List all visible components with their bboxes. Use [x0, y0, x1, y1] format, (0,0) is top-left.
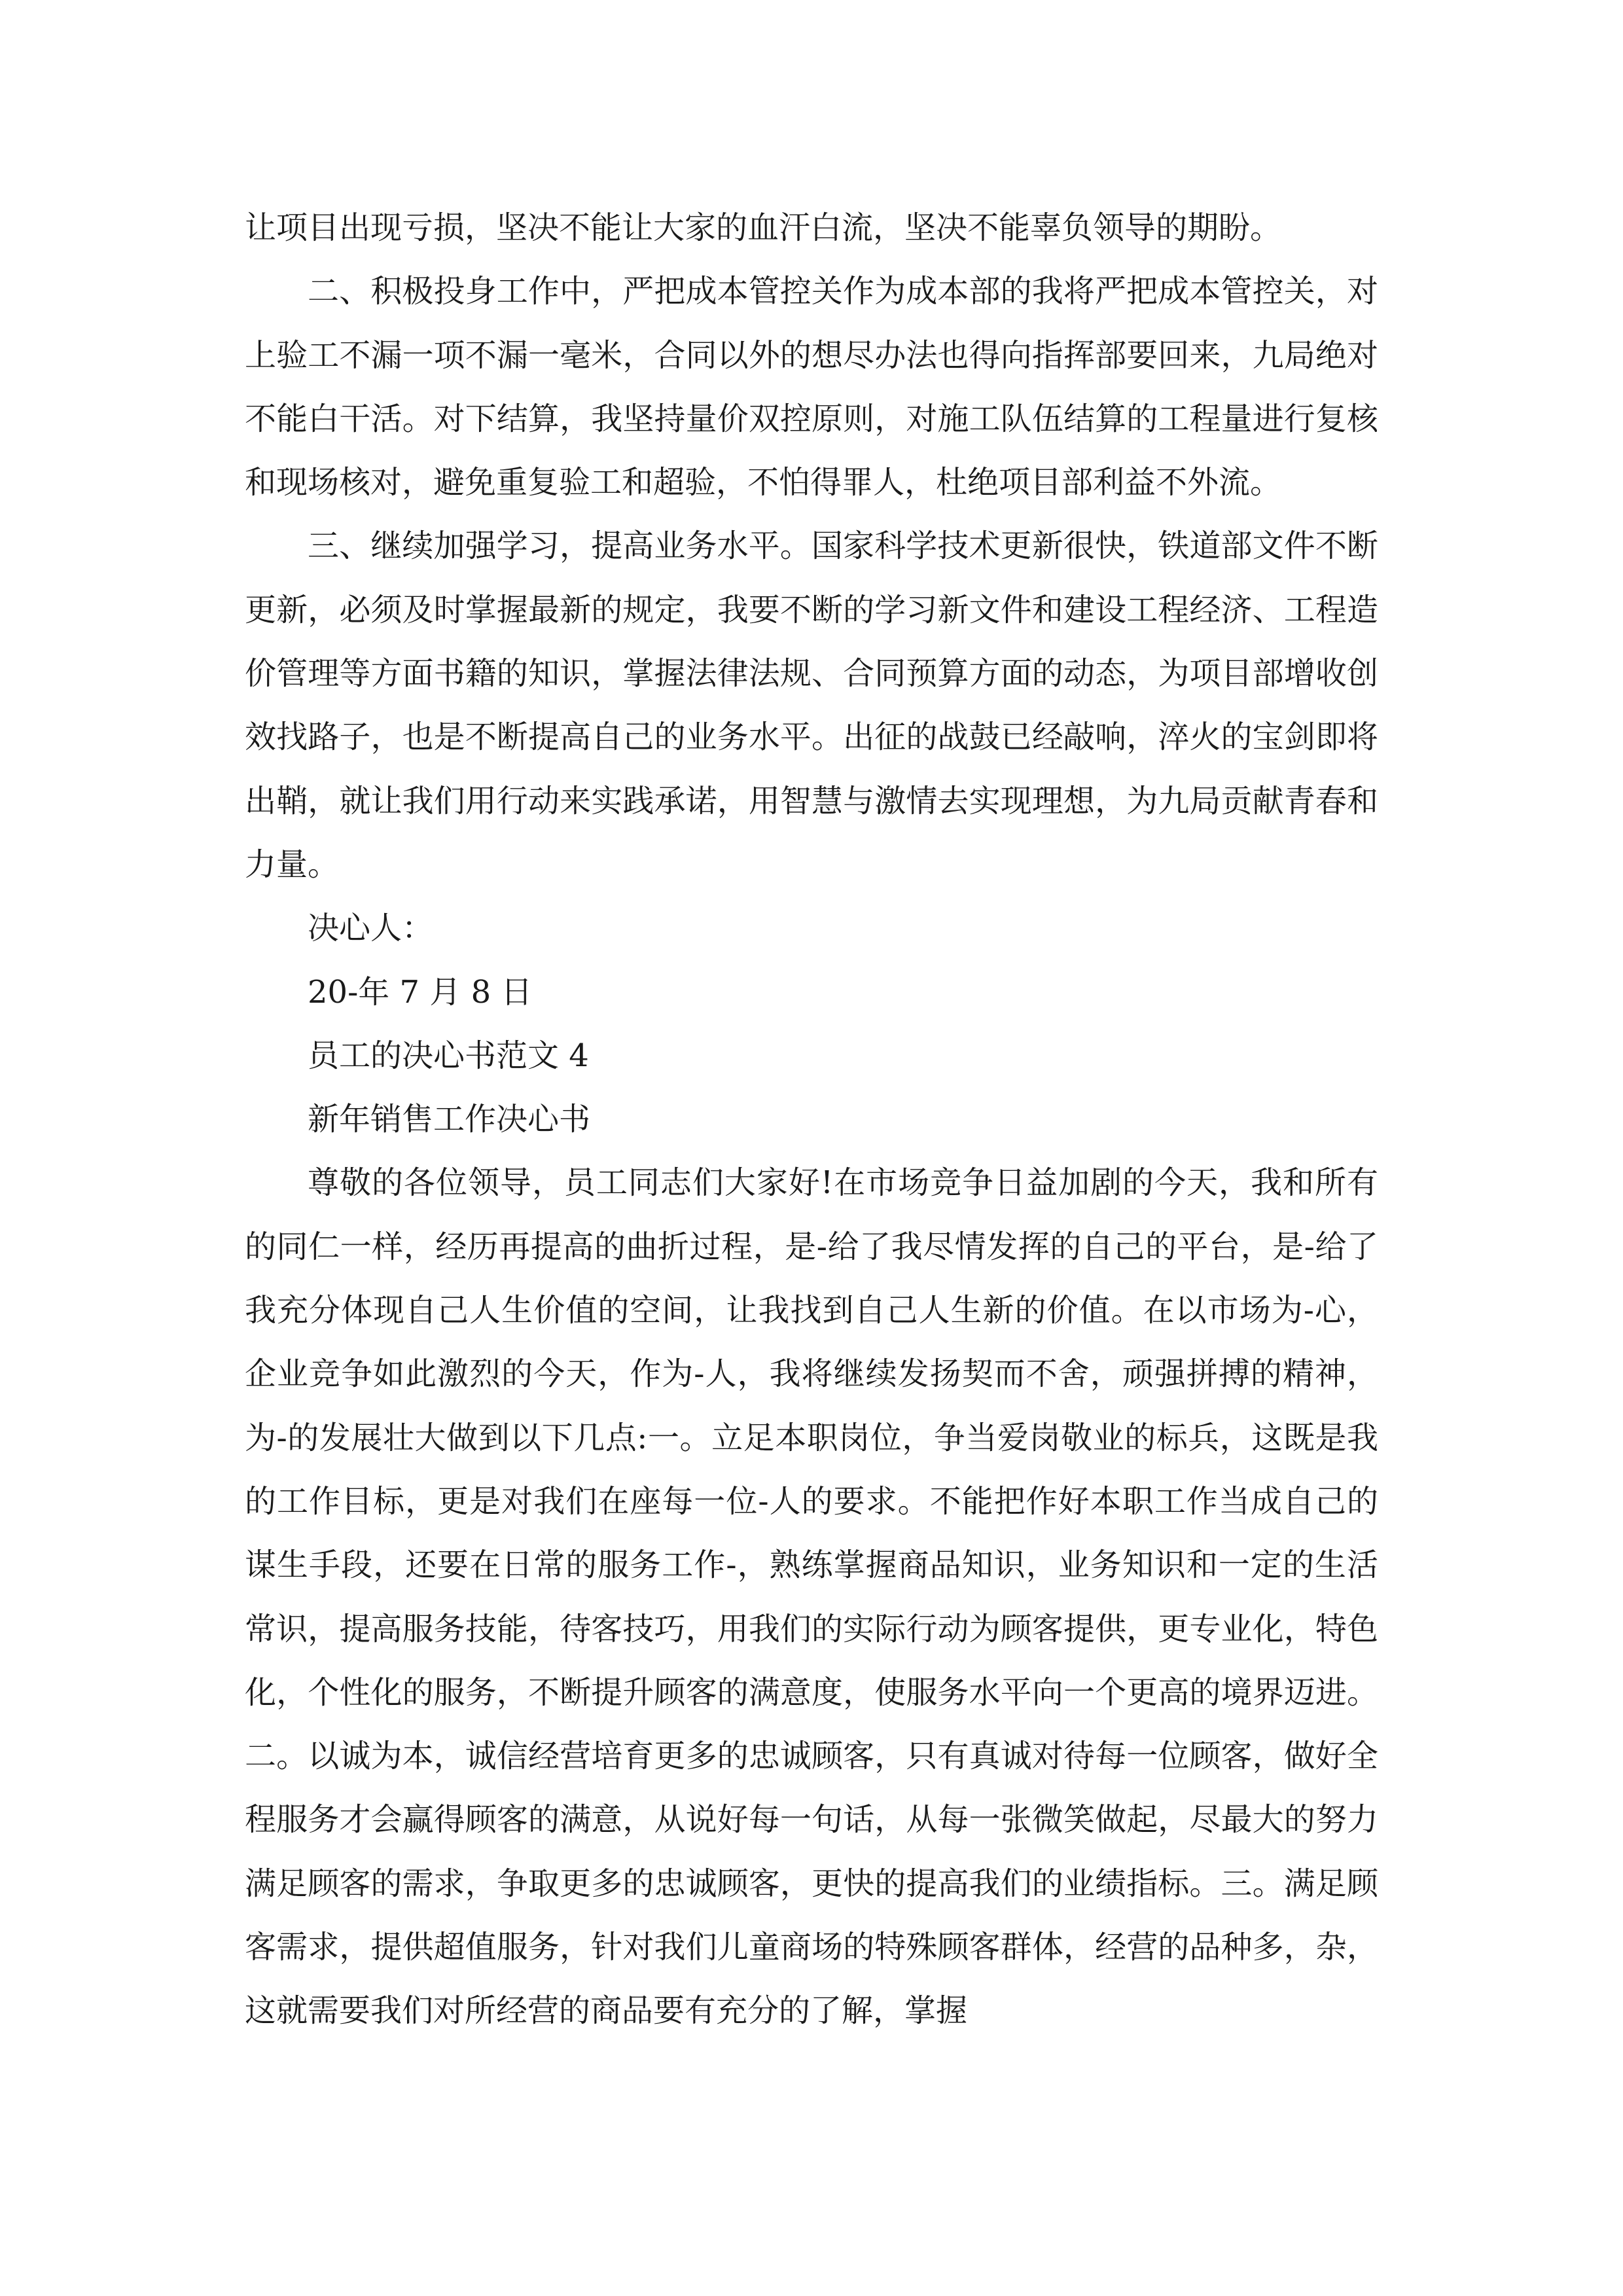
signature-label: 决心人： [308, 910, 434, 947]
paragraph-cost-control: 二、积极投身工作中，严把成本管控关作为成本部的我将严把成本管控关，对上验工不漏一项不漏一毫米，合同以外的想尽办法也得向指挥部要回来，九局绝对不能白干活。对下结算，我坚持量价双控原则，对施工队伍结算的工程量进行复核和现场核对，避免重复验工和超验，不怕得罪人，杜绝项目部利益不外流。 [245, 273, 1378, 501]
signature-date: 20-年 7 月 8 日 [308, 973, 533, 1011]
paragraph-sales-pledge: 尊敬的各位领导，员工同志们大家好!在市场竞争日益加剧的今天，我和所有的同仁一样，经历再提高的曲折过程，是-给了我尽情发挥的自己的平台，是-给了我充分体现自己人生价值的空间，让我找到自己人生新的价值。在以市场为-心，企业竞争如此激烈的今天，作为-人，我将继续发扬契而不舍，顽强拼搏的精神，为-的发展壮大做到以下几点:一。立足本职岗位，争当爱岗敬业的标兵，这既是我的工作目标，更是对我们在座每一位-人的要求。不能把作好本职工作当成自己的谋生手段，还要在日常的服务工作-，熟练掌握商品知识，业务知识和一定的生活常识，提高服务技能，待客技巧，用我们的实际行动为顾客提供，更专业化，特色化，个性化的服务，不断提升顾客的满意度，使服务水平向一个更高的境界迈进。二。以诚为本，诚信经营培育更多的忠诚顾客，只有真诚对待每一位顾客，做好全程服务才会赢得顾客的满意，从说好每一句话，从每一张微笑做起，尽最大的努力满足顾客的需求，争取更多的忠诚顾客，更快的提高我们的业绩指标。三。满足顾客需求，提供超值服务，针对我们儿童商场的特殊顾客群体，经营的品种多，杂，这就需要我们对所经营的商品要有充分的了解，掌握 [245, 1164, 1378, 2030]
document-body [245, 196, 1378, 2043]
section-title: 员工的决心书范文 4 [308, 1037, 589, 1074]
document-title: 新年销售工作决心书 [308, 1101, 591, 1138]
paragraph-continuation: 让项目出现亏损，坚决不能让大家的血汗白流，坚决不能辜负领导的期盼。 [245, 209, 1282, 246]
paragraph-study: 三、继续加强学习，提高业务水平。国家科学技术更新很快，铁道部文件不断更新，必须及时掌握最新的规定，我要不断的学习新文件和建设工程经济、工程造价管理等方面书籍的知识，掌握法律法规、合同预算方面的动态，为项目部增收创效找路子，也是不断提高自己的业务水平。出征的战鼓已经敲响，淬火的宝剑即将出鞘，就让我们用行动来实践承诺，用智慧与激情去实现理想，为九局贡献青春和力量。 [245, 528, 1378, 883]
